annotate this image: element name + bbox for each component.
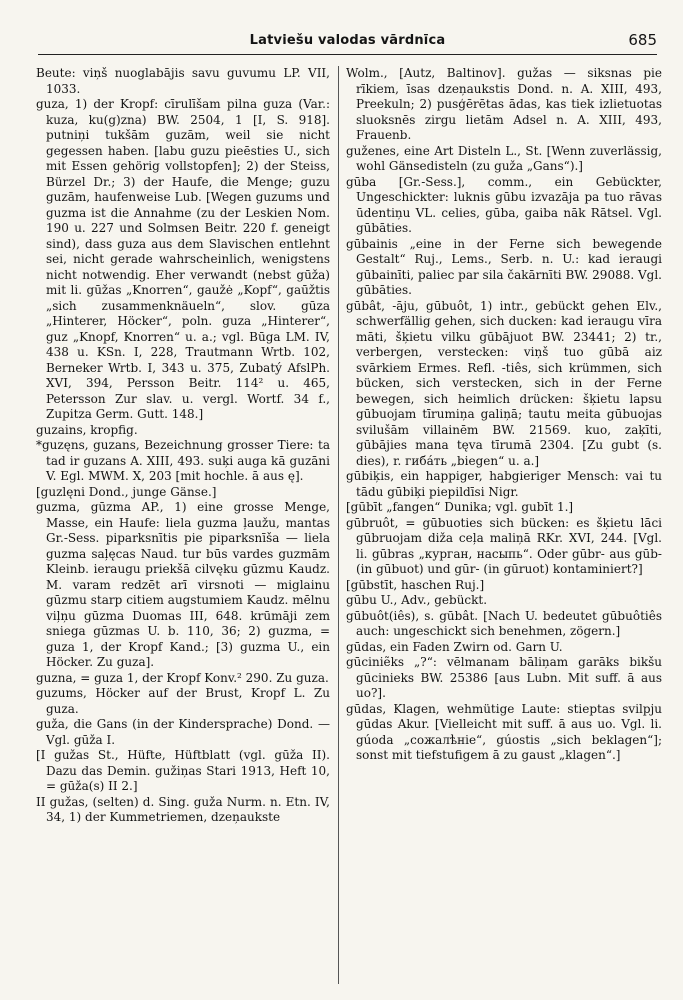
- entry-guzas-cont: Wolm., [Autz, Baltinov]. gužas — siksnas pie rīkiem, īsas dzeņaukstis Dond. n. A. XIII, 493, Preekuln; 2) pusģērētas ādas, kas tiek izlietuotas sluoksnēs zirgu lietām Adsel n. A. XIII, 493, Frauenb.: [346, 66, 662, 142]
- entry-gubit: [gūbīt „fangen“ Dunika; vgl. gubīt 1.]: [346, 500, 574, 514]
- entry-guzens: *guzęns, guzans, Bezeichnung grosser Tiere: ta tad ir guzans A. XIII, 493. suķi auga kā guzāni V. Egl. MWM. X, 203 [mit hochle. ā aus ę].: [36, 438, 330, 483]
- page-number: 685: [628, 31, 657, 49]
- entry-guza: guza, 1) der Kropf: cīrulīšam pilna guza (Var.: kuza, ku(g)zna) BW. 2504, 1 [I, S. 918]. putniņi tukšām guzām, weil sie nicht gegessen haben. [labu guzu pieēsties U., sich mit Essen gehörig vollstopfen]; 2) der Steiss, Bürzel Dr.; 3) der Haufe, die Menge; guzu guzām, haufenweise Lub. [Wegen guzums und guzma ist die Annahme (zu der Leskien Nom. 190 u. 227 und Solmsen Beitr. 220 f. geneigt sind), dass guza aus dem Slavischen entlehnt sei, nicht gerade wahrscheinlich, wenigstens nicht notwendig. Eher verwandt (nebst gūža) mit li. gūžas „Knorren“, gaužė „Kopf“, gaūžtis „sich zusammenknäueln“, slov. gūza „Hinterer, Höcker“, poln. guza „Hinterer“, guz „Knopf, Knorren“ u. a.; vgl. Būga LM. IV, 438 u. KSn. I, 228, Trautmann Wrtb. 102, Berneker Wrtb. I, 343 u. 375, Zubatý AfslPh. XVI, 394, Persson Beitr. 114² u. 465, Petersson Zur slav. u. vergl. Wortf. 34 f., Zupitza Germ. Gutt. 148.]: [36, 97, 330, 421]
- entry-gubat: gūbât, -āju, gūbuôt, 1) intr., gebückt gehen Elv., schwerfällig gehen, sich ducken: kad ieraugu vīra māti, šķietu vilku gūbājuot BW. 23441; 2) tr., verbergen, verstecken: viņš tuo gūbā aiz svārkiem Ermes. Refl. -tiês, sich krümmen, sich bücken, sich verstecken, sich in der Ferne bewegen, sich heimlich drücken: šķietu lapsu gūbuojam tīrumiņa galiņā; tautu meita gūbuojas svilušām villainēm BW. 21569. kuo, zaķīti, gūbājies mana tęva tīrumā 2304. [Zu gubt (s. dies), r. гибáть „biegen“ u. a.]: [346, 298, 662, 468]
- entry-gucinieks: gūciniẽks „?“: vēlmanam bāliņam garāks bikšu gūcinieks BW. 25386 [aus Lubn. Mit suff. ā aus uo?].: [346, 655, 662, 700]
- entry-gubu: gūbu U., Adv., gebückt.: [346, 593, 488, 607]
- entry-gudas-klagen: gūdas, Klagen, wehmütige Laute: stieptas svilpju gūdas Akur. [Vielleicht mit suff. ā aus uo. Vgl. li. gúoda „сожалѣніе“, gúostis „sich beklagen“]; sonst mit tiefstufigem ā zu gaust „klagen“.]: [346, 701, 662, 762]
- entry-gubruot: gūbruôt, = gūbuoties sich bücken: es šķietu lāci gūbruojam diža ceļa maliņā RKr. XVI, 244. [Vgl. li. gūbras „курган, насыпь“. Oder gūbr- aus gūb- (in gūbuot) und gūr- (in gūruot) kontaminiert?]: [346, 515, 662, 576]
- entry-guzna: guzna, = guza 1, der Kropf Konv.² 290. Zu guza.: [36, 670, 329, 685]
- entry-gubainis: gūbainis „eine in der Ferne sich bewegende Gestalt“ Ruj., Lems., Serb. n. U.: kad ieraugi gūbainīti, paliec par sila čakārnīti BW. 29088. Vgl. gūbāties.: [346, 236, 662, 297]
- entry-guza-gans: guža, die Gans (in der Kindersprache) Dond. — Vgl. gūža I.: [36, 717, 330, 747]
- entry-guba: gūba [Gr.-Sess.], comm., ein Gebückter, Ungeschickter: luknis gūbu izvazāja pa tuo rāvas ūdentiņu VL. celies, gūba, gaiba nāk Rātsel. Vgl. gūbāties.: [346, 174, 662, 235]
- running-title: Latviešu valodas vārdnīca: [249, 33, 446, 48]
- entry-gubikis: gūbiķis, ein happiger, habgieriger Mensch: vai tu tādu gūbiķi piepildīsi Nigr.: [346, 469, 662, 499]
- entry-gubuoties: gūbuôt(iês), s. gūbât. [Nach U. bedeutet gūbuôtiês auch: ungeschickt sich benehmen, zögern.]: [346, 608, 662, 638]
- column-divider: [338, 66, 339, 984]
- entry-guzenes: guženes, eine Art Disteln L., St. [Wenn zuverlässig, wohl Gänsedisteln (zu guža „Gans“).]: [346, 143, 662, 173]
- entry-guzas-ii: II gužas, (selten) d. Sing. guža Nurm. n. Etn. IV, 34, 1) der Kummetriemen, dzeņaukste: [36, 794, 330, 824]
- page-header: [38, 28, 657, 55]
- entry-beute: Beute: viņš nuoglabājis savu guvumu LP. VII, 1033.: [36, 66, 330, 96]
- entry-guzleni: [guzlęni Dond., junge Gänse.]: [36, 484, 217, 499]
- entry-guzums: guzums, Höcker auf der Brust, Kropf L. Zu guza.: [36, 686, 330, 716]
- entry-gubstit: [gūbstīt, haschen Ruj.]: [346, 577, 485, 592]
- right-column: [346, 66, 662, 986]
- left-column: [36, 66, 330, 986]
- entry-guzains: guzains, kropfig.: [36, 422, 138, 437]
- entry-gudas-faden: gūdas, ein Faden Zwirn od. Garn U.: [346, 639, 563, 654]
- entry-guzas-i: [I gužas St., Hüfte, Hüftblatt (vgl. gūža II). Dazu das Demin. gužiņas Stari 1913, Heft 10, = gūža(s) II 2.]: [36, 748, 330, 793]
- entry-guzma: guzma, gūzma AP., 1) eine grosse Menge, Masse, ein Haufe: liela guzma ļaužu, mantas Gr.-Sess. piparksnītis pie piparksnīša — liela guzma saļęcas Naud. tur būs vardes guzmām Kleinb. ieraugu priekšā cilvęku gūzmu Kaudz. M. varam redzēt arī virsnoti — miglainu gūzmu starp citiem augstumiem Kaudz. mēlnu viļņu gūzma Duomas III, 648. krūmāji zem sniega gūzmas U. b. 110, 36; 2) guzma, = guza 1, der Kropf Kand.; [3) guzma U., ein Höcker. Zu guza].: [36, 500, 330, 669]
